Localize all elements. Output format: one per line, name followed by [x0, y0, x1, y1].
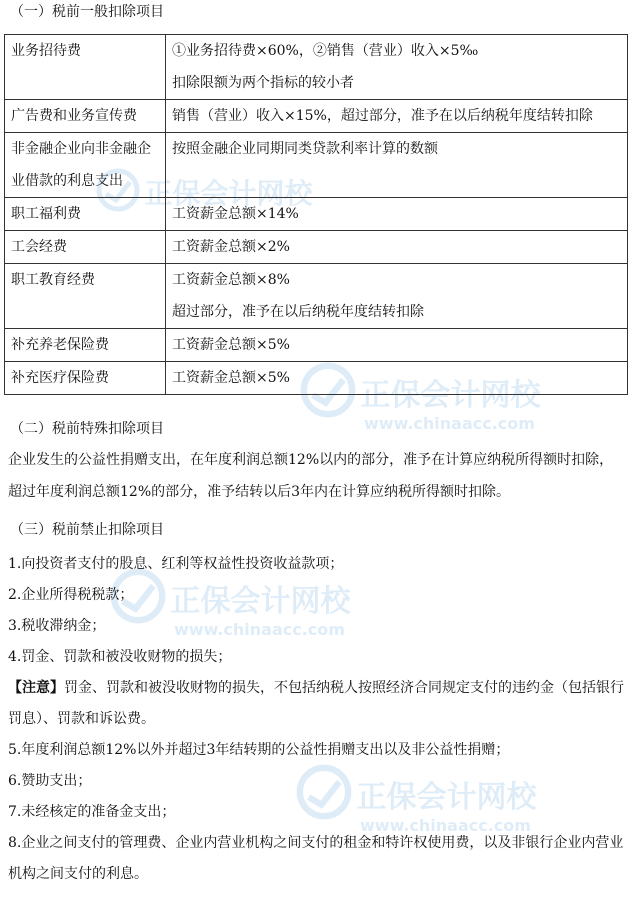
row-name: 补充养老保险费: [5, 329, 166, 362]
detail-line: 扣除限额为两个指标的较小者: [172, 75, 354, 91]
table-row: [5, 362, 628, 395]
section-3-title: （三）税前禁止扣除项目: [10, 522, 164, 538]
detail-line: 销售（营业）收入×15%，超过部分，准予在以后纳税年度结转扣除: [172, 108, 593, 124]
list-item: 5.年度利润总额12%以外并超过3年结转期的公益性捐赠支出以及非公益性捐赠；: [8, 742, 510, 758]
row-detail: [166, 231, 628, 264]
note-tag: 【注意】: [8, 680, 64, 696]
list-item: 6.赞助支出；: [8, 773, 92, 789]
row-name: 补充医疗保险费: [5, 362, 166, 395]
row-detail: [166, 133, 628, 198]
section-1-title: （一）税前一般扣除项目: [10, 4, 164, 20]
detail-line: 工资薪金总额×2%: [172, 239, 290, 255]
watermark-brand: 正保会计网校: [170, 584, 351, 619]
list-item: 1.向投资者支付的股息、红利等权益性投资收益款项；: [8, 556, 344, 572]
row-detail: [166, 264, 628, 329]
detail-line: ①业务招待费×60%，②销售（营业）收入×5‰: [172, 43, 479, 59]
row-name: 非金融企业向非金融企业借款的利息支出: [5, 133, 166, 198]
list-item: 7.未经核定的准备金支出；: [8, 804, 176, 820]
row-detail: [166, 100, 628, 133]
table-row: [5, 231, 628, 264]
table-row: [5, 329, 628, 362]
list-item: 8.企业之间支付的管理费、企业内营业机构之间支付的租金和特许权使用费，以及非银行企业内营业机构之间支付的利息。: [8, 835, 624, 882]
list-item: 4.罚金、罚款和被没收财物的损失；: [8, 649, 232, 665]
watermark-brand: 正保会计网校: [356, 780, 537, 815]
row-name: 职工教育经费: [5, 264, 166, 329]
table-row: [5, 198, 628, 231]
row-name: 职工福利费: [5, 198, 166, 231]
row-detail: [166, 362, 628, 395]
table-row: [5, 100, 628, 133]
list-item: 3.税收滞纳金；: [8, 618, 106, 634]
detail-line: 工资薪金总额×5%: [172, 337, 290, 353]
watermark-url: www.chinaacc.com: [174, 620, 345, 639]
section-2-text: 企业发生的公益性捐赠支出，在年度利润总额12%以内的部分，准予在计算应纳税所得额时扣除，超过年度利润总额12%的部分，准予结转以后3年内在计算应纳税所得额时扣除。: [8, 452, 614, 500]
detail-line: 工资薪金总额×8%: [172, 272, 290, 288]
detail-line: 工资薪金总额×14%: [172, 206, 299, 222]
row-detail: [166, 329, 628, 362]
table-row: [5, 264, 628, 329]
watermark-url: www.chinaacc.com: [364, 414, 535, 433]
note: [8, 673, 624, 735]
row-name: 广告费和业务宣传费: [5, 100, 166, 133]
note-text: 罚金、罚款和被没收财物的损失，不包括纳税人按照经济合同规定支付的违约金（包括银行罚息）、罚款和诉讼费。: [8, 680, 624, 727]
list-item: 2.企业所得税税款；: [8, 587, 134, 603]
row-name: 工会经费: [5, 231, 166, 264]
section-2-title: （二）税前特殊扣除项目: [10, 421, 164, 437]
row-detail: [166, 198, 628, 231]
detail-line: 超过部分，准予在以后纳税年度结转扣除: [172, 304, 424, 320]
detail-line: 按照金融企业同期同类贷款利率计算的数额: [172, 141, 438, 157]
deduction-table: [4, 34, 628, 395]
watermark-brand: 正保会计网校: [144, 177, 313, 210]
detail-line: 工资薪金总额×5%: [172, 370, 290, 386]
row-name: 业务招待费: [5, 35, 166, 100]
prohibited-list: [8, 549, 624, 890]
table-row: [5, 35, 628, 100]
table-row: [5, 133, 628, 198]
watermark-url: www.chinaacc.com: [360, 816, 531, 835]
watermark-brand: 正保会计网校: [360, 378, 541, 413]
row-detail: [166, 35, 628, 100]
